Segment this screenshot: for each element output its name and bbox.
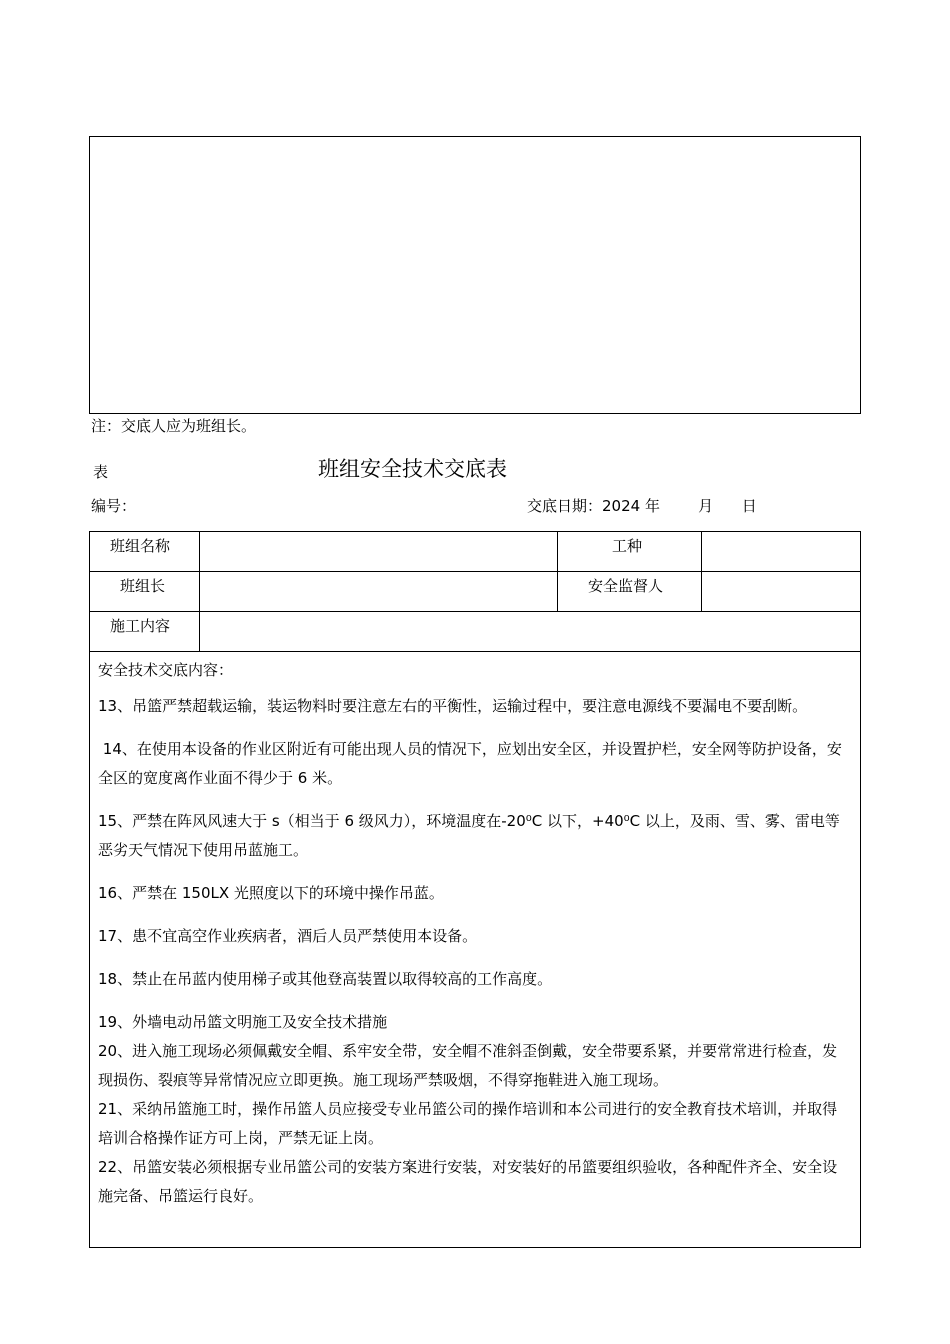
grid-line [90, 651, 860, 652]
content-item: 22、吊篮安装必须根据专业吊篮公司的安装方案进行安装，对安装好的吊篮要组织验收，各种配件齐全、安全设施完备、吊篮运行良好。 [98, 1158, 838, 1205]
grid-line [90, 611, 860, 612]
content-item: 19、外墙电动吊篮文明施工及安全技术措施 [98, 1013, 388, 1031]
content-item: 14、在使用本设备的作业区附近有可能出现人员的情况下，应划出安全区，并设置护栏，安全网等防护设备，安全区的宽度离作业面不得少于 6 米。 [98, 740, 842, 787]
date-label: 交底日期：2024 年 月 日 [527, 497, 757, 515]
content-item: 18、禁止在吊蓝内使用梯子或其他登高装置以取得较高的工作高度。 [98, 970, 553, 988]
work-type-label: 工种 [612, 537, 643, 555]
content-item: 21、采纳吊篮施工时，操作吊篮人员应接受专业吊篮公司的操作培训和本公司进行的安全教育技术培训，并取得培训合格操作证方可上岗，严禁无证上岗。 [98, 1100, 838, 1147]
grid-line [701, 532, 702, 612]
grid-line [557, 532, 558, 612]
work-content-label: 施工内容 [110, 617, 171, 635]
grid-line [90, 571, 860, 572]
page-title: 班组安全技术交底表 [318, 457, 507, 481]
team-name-label: 班组名称 [110, 537, 171, 555]
supervisor-label: 安全监督人 [588, 577, 664, 595]
note-text: 注：交底人应为班组长。 [91, 417, 257, 435]
content-item: 17、患不宜高空作业疾病者，酒后人员严禁使用本设备。 [98, 927, 478, 945]
serial-label: 编号： [91, 497, 137, 515]
title-prefix: 表 [93, 463, 109, 481]
content-heading: 安全技术交底内容： [98, 661, 234, 679]
content-item: 13、吊篮严禁超载运输，装运物料时要注意左右的平衡性，运输过程中，要注意电源线不要漏电不要刮断。 [98, 697, 808, 715]
disclosure-form [89, 531, 861, 1248]
grid-line [199, 532, 200, 651]
blank-box [89, 136, 861, 414]
content-item: 15、严禁在阵风风速大于 s（相当于 6 级风力），环境温度在-20⁰C 以下，+40⁰C 以上，及雨、雪、雾、雷电等恶劣天气情况下使用吊蓝施工。 [98, 812, 840, 859]
team-leader-label: 班组长 [120, 577, 166, 595]
disclosure-content [98, 656, 852, 1211]
content-item: 20、进入施工现场必须佩戴安全帽、系牢安全带，安全帽不准斜歪倒戴，安全带要系紧，并要常常进行检查，发现损伤、裂痕等异常情况应立即更换。施工现场严禁吸烟，不得穿拖鞋进入施工现场。 [98, 1042, 838, 1089]
content-item: 16、严禁在 150LX 光照度以下的环境中操作吊蓝。 [98, 884, 444, 902]
